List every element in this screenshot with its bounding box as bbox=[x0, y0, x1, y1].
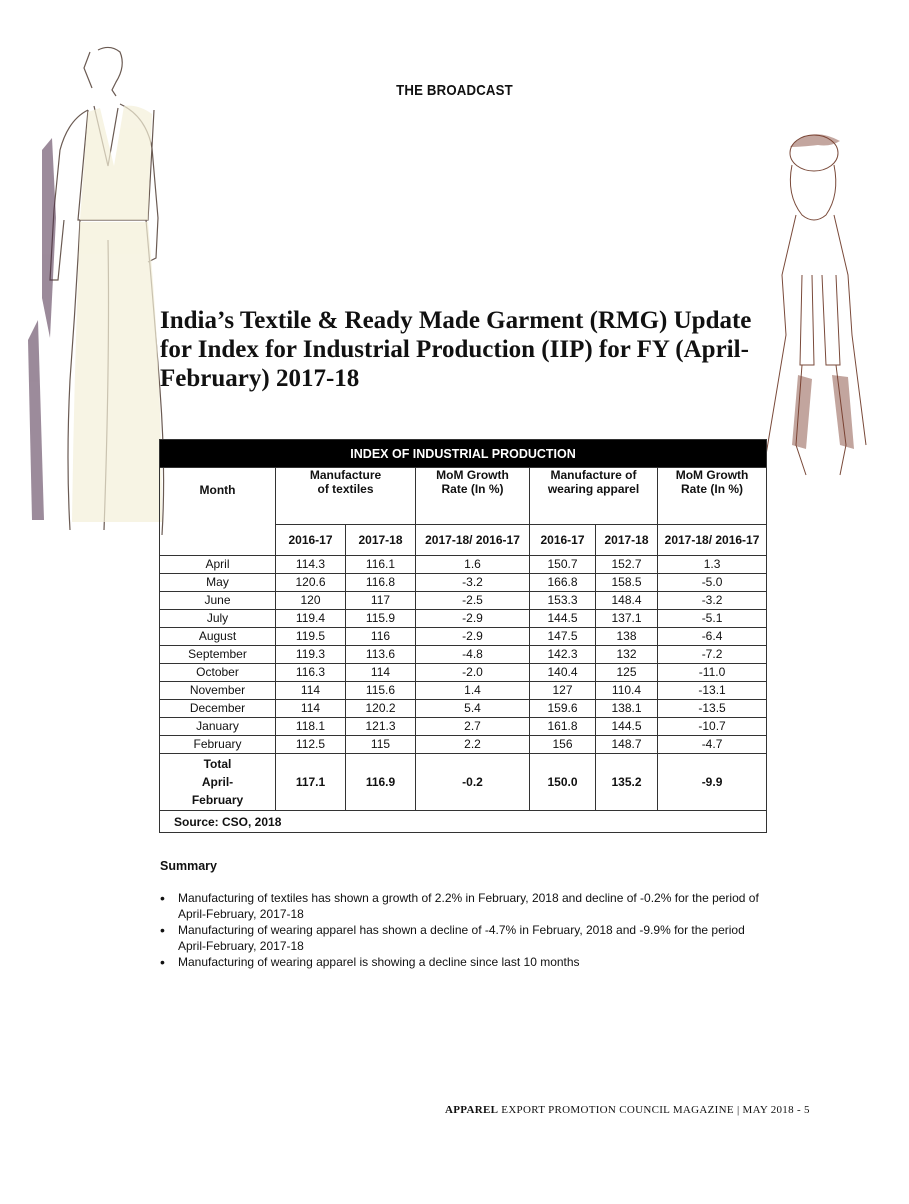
total-cell: 135.2 bbox=[596, 754, 658, 811]
table-row bbox=[160, 592, 767, 610]
table-row bbox=[160, 610, 767, 628]
value-cell: 1.3 bbox=[658, 556, 767, 574]
value-cell: -5.0 bbox=[658, 574, 767, 592]
bullet-icon: • bbox=[160, 890, 165, 906]
value-cell: 147.5 bbox=[530, 628, 596, 646]
value-cell: -13.5 bbox=[658, 700, 767, 718]
total-row bbox=[160, 754, 767, 811]
table-body bbox=[160, 556, 767, 754]
subheader-cell: 2017-18/ 2016-17 bbox=[658, 525, 767, 556]
summary-item: • Manufacturing of textiles has shown a growth of 2.2% in February, 2018 and decline of -0.2% for the period of April-February, 2017-18 bbox=[160, 890, 759, 921]
value-cell: -6.4 bbox=[658, 628, 767, 646]
value-cell: -2.5 bbox=[416, 592, 530, 610]
table-row bbox=[160, 718, 767, 736]
subheader-cell: 2016-17 bbox=[530, 525, 596, 556]
value-cell: 117 bbox=[346, 592, 416, 610]
value-cell: 1.6 bbox=[416, 556, 530, 574]
total-label: Total April- February bbox=[160, 754, 276, 811]
total-cell: 117.1 bbox=[276, 754, 346, 811]
bullet-icon: • bbox=[160, 954, 165, 970]
value-cell: 140.4 bbox=[530, 664, 596, 682]
value-cell: 110.4 bbox=[596, 682, 658, 700]
month-cell: November bbox=[160, 682, 276, 700]
value-cell: 2.7 bbox=[416, 718, 530, 736]
value-cell: 138.1 bbox=[596, 700, 658, 718]
value-cell: -4.7 bbox=[658, 736, 767, 754]
page-footer bbox=[445, 1104, 825, 1116]
table-source: Source: CSO, 2018 bbox=[160, 811, 767, 833]
value-cell: 158.5 bbox=[596, 574, 658, 592]
month-cell: October bbox=[160, 664, 276, 682]
value-cell: -11.0 bbox=[658, 664, 767, 682]
month-cell: February bbox=[160, 736, 276, 754]
article-title: India’s Textile & Ready Made Garment (RMG) Update for Index for Industrial Production (IIP) for FY (April-February) 2017-18 bbox=[160, 307, 752, 392]
table-row bbox=[160, 628, 767, 646]
value-cell: 166.8 bbox=[530, 574, 596, 592]
value-cell: -5.1 bbox=[658, 610, 767, 628]
value-cell: 159.6 bbox=[530, 700, 596, 718]
value-cell: 116.1 bbox=[346, 556, 416, 574]
value-cell: 137.1 bbox=[596, 610, 658, 628]
value-cell: -3.2 bbox=[658, 592, 767, 610]
value-cell: 115 bbox=[346, 736, 416, 754]
value-cell: 138 bbox=[596, 628, 658, 646]
value-cell: 1.4 bbox=[416, 682, 530, 700]
iip-table bbox=[159, 439, 767, 833]
value-cell: 114.3 bbox=[276, 556, 346, 574]
value-cell: 114 bbox=[276, 700, 346, 718]
value-cell: -13.1 bbox=[658, 682, 767, 700]
value-cell: 152.7 bbox=[596, 556, 658, 574]
table-row bbox=[160, 736, 767, 754]
header-month: Month bbox=[160, 468, 276, 556]
table-row bbox=[160, 700, 767, 718]
fashion-sketch-right bbox=[752, 125, 882, 485]
table-row bbox=[160, 646, 767, 664]
value-cell: 116 bbox=[346, 628, 416, 646]
value-cell: 115.9 bbox=[346, 610, 416, 628]
value-cell: 161.8 bbox=[530, 718, 596, 736]
month-cell: May bbox=[160, 574, 276, 592]
value-cell: 113.6 bbox=[346, 646, 416, 664]
value-cell: 120.6 bbox=[276, 574, 346, 592]
value-cell: 2.2 bbox=[416, 736, 530, 754]
table-row bbox=[160, 556, 767, 574]
value-cell: -2.9 bbox=[416, 628, 530, 646]
value-cell: 116.3 bbox=[276, 664, 346, 682]
value-cell: 118.1 bbox=[276, 718, 346, 736]
value-cell: 115.6 bbox=[346, 682, 416, 700]
month-cell: September bbox=[160, 646, 276, 664]
value-cell: 144.5 bbox=[530, 610, 596, 628]
summary-item: • Manufacturing of wearing apparel is showing a decline since last 10 months bbox=[160, 954, 580, 970]
value-cell: 119.3 bbox=[276, 646, 346, 664]
value-cell: -2.9 bbox=[416, 610, 530, 628]
value-cell: 114 bbox=[346, 664, 416, 682]
month-cell: April bbox=[160, 556, 276, 574]
total-cell: 116.9 bbox=[346, 754, 416, 811]
bullet-icon: • bbox=[160, 922, 165, 938]
footer-text: EXPORT PROMOTION COUNCIL MAGAZINE | MAY 2018 - 5 bbox=[501, 1104, 810, 1116]
value-cell: 142.3 bbox=[530, 646, 596, 664]
value-cell: 125 bbox=[596, 664, 658, 682]
value-cell: 119.5 bbox=[276, 628, 346, 646]
header-mom-textiles: MoM Growth Rate (In %) bbox=[416, 468, 530, 525]
value-cell: 116.8 bbox=[346, 574, 416, 592]
month-cell: August bbox=[160, 628, 276, 646]
month-cell: December bbox=[160, 700, 276, 718]
table-row bbox=[160, 682, 767, 700]
summary-item: • Manufacturing of wearing apparel has shown a decline of -4.7% in February, 2018 and -9.9% for the period April-February, 2017-18 bbox=[160, 922, 745, 953]
section-label: THE BROADCAST bbox=[396, 82, 513, 99]
header-apparel: Manufacture of wearing apparel bbox=[530, 468, 658, 525]
table-row bbox=[160, 664, 767, 682]
subheader-cell: 2017-18/ 2016-17 bbox=[416, 525, 530, 556]
header-mom-apparel: MoM Growth Rate (In %) bbox=[658, 468, 767, 525]
value-cell: -2.0 bbox=[416, 664, 530, 682]
value-cell: 144.5 bbox=[596, 718, 658, 736]
header-textiles: Manufacture of textiles bbox=[276, 468, 416, 525]
value-cell: 119.4 bbox=[276, 610, 346, 628]
value-cell: 153.3 bbox=[530, 592, 596, 610]
month-cell: July bbox=[160, 610, 276, 628]
summary-list bbox=[160, 890, 770, 970]
subheader-cell: 2017-18 bbox=[346, 525, 416, 556]
month-cell: January bbox=[160, 718, 276, 736]
summary-heading: Summary bbox=[160, 859, 217, 873]
value-cell: 150.7 bbox=[530, 556, 596, 574]
value-cell: 156 bbox=[530, 736, 596, 754]
footer-publication: APPAREL bbox=[445, 1104, 499, 1116]
value-cell: 112.5 bbox=[276, 736, 346, 754]
value-cell: 120 bbox=[276, 592, 346, 610]
value-cell: 127 bbox=[530, 682, 596, 700]
value-cell: -3.2 bbox=[416, 574, 530, 592]
value-cell: 114 bbox=[276, 682, 346, 700]
subheader-cell: 2017-18 bbox=[596, 525, 658, 556]
subheader-cell: 2016-17 bbox=[276, 525, 346, 556]
month-cell: June bbox=[160, 592, 276, 610]
value-cell: -10.7 bbox=[658, 718, 767, 736]
value-cell: 120.2 bbox=[346, 700, 416, 718]
total-cell: 150.0 bbox=[530, 754, 596, 811]
table-caption: INDEX OF INDUSTRIAL PRODUCTION bbox=[160, 440, 767, 468]
value-cell: 132 bbox=[596, 646, 658, 664]
value-cell: -4.8 bbox=[416, 646, 530, 664]
value-cell: -7.2 bbox=[658, 646, 767, 664]
iip-table-container bbox=[159, 439, 766, 833]
value-cell: 148.4 bbox=[596, 592, 658, 610]
value-cell: 121.3 bbox=[346, 718, 416, 736]
value-cell: 148.7 bbox=[596, 736, 658, 754]
table-row bbox=[160, 574, 767, 592]
total-cell: -9.9 bbox=[658, 754, 767, 811]
value-cell: 5.4 bbox=[416, 700, 530, 718]
total-cell: -0.2 bbox=[416, 754, 530, 811]
